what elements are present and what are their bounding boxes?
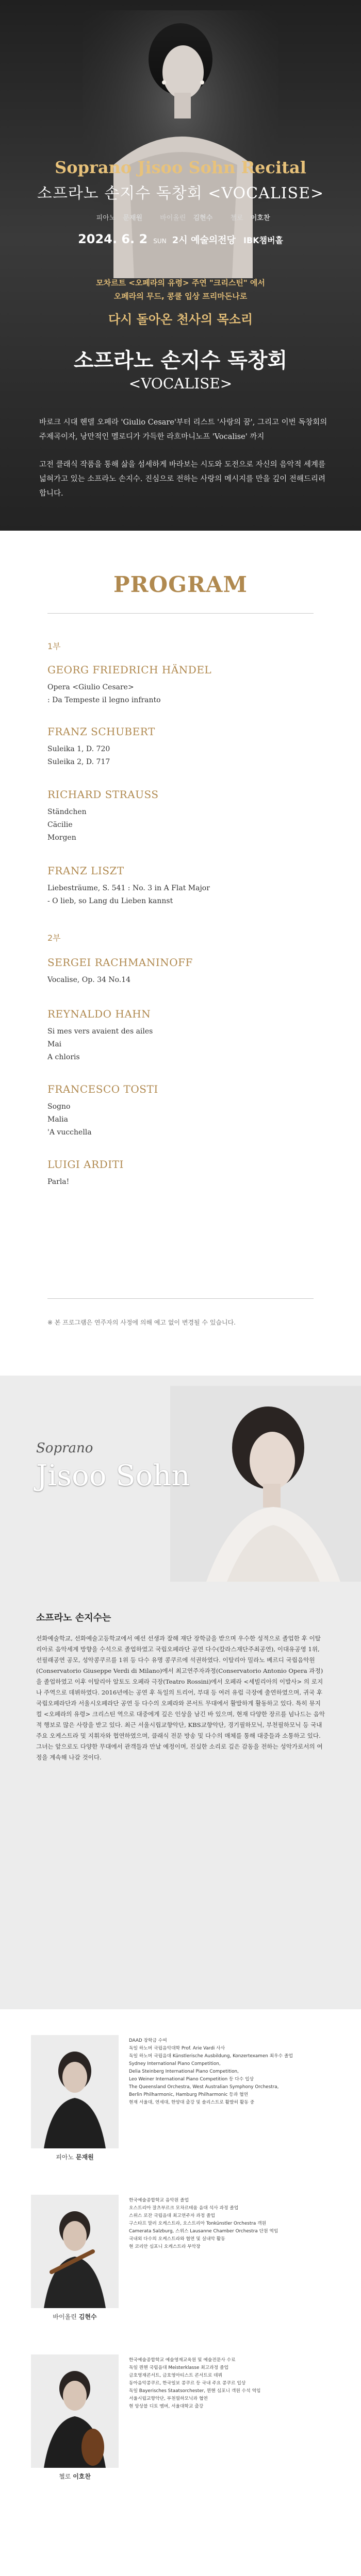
bio-line: 한국예술종합학교 음악원 졸업 <box>129 2198 189 2203</box>
performer-role: 바이올린 <box>160 214 186 222</box>
work-title: Opera <Giulio Cesare> <box>47 683 134 691</box>
voice-type-label: Soprano <box>36 1440 93 1456</box>
work-list <box>47 1025 153 1064</box>
recital-title-korean: 소프라노 손지수 독창회 <VOCALISE> <box>37 184 324 202</box>
collaborator-name: 문재원 <box>76 2154 94 2161</box>
composer-name: REYNALDO HAHN <box>47 1008 151 1020</box>
bio-line: 오스트리아 잘츠부르크 모차르테움 음대 석사 과정 졸업 <box>129 2206 239 2211</box>
work-title: Si mes vers avaient des ailes <box>47 1027 153 1036</box>
bio-line: The Queensland Orchestra, West Australian Symphony Orchestra, <box>129 2084 279 2090</box>
performer-role: 피아노 <box>96 214 116 222</box>
singer-name: Jisoo Sohn <box>36 1459 190 1493</box>
collaborator-violinist <box>31 2195 340 2334</box>
bio-line: Delia Steinberg International Piano Competition, <box>129 2069 239 2074</box>
composer-name: FRANZ LISZT <box>47 865 124 877</box>
collaborator-role: 바이올린 <box>53 2313 77 2320</box>
bio-line: 독일 하노버 국립음악대학 Prof. Arie Vardi 사사 <box>129 2046 225 2051</box>
bio-line: 금호영재콘서트, 금호영아티스트 콘서트로 데뷔 <box>129 2373 223 2378</box>
description-paragraph: 바로크 시대 헨델 오페라 'Giulio Cesare'부터 리스트 '사랑의 꿈', 그리고 이번 독창회의 주제곡이자, 낭만적인 멜로디가 가득한 라흐마니노프 'Vocalise' 까지 <box>39 418 327 441</box>
work-title: Morgen <box>47 834 76 842</box>
bio-line: 동아음악콩쿠르, 한국일보 콩쿠르 등 국내 주요 콩쿠르 입상 <box>129 2381 246 2386</box>
performer-name: 김현수 <box>193 214 213 222</box>
bio-line: 서울시립교향악단, 부천필하모닉과 협연 <box>129 2396 208 2401</box>
tagline-line-1: 모차르트 <오페라의 유령> 주연 "크리스틴" 에서 <box>96 278 265 287</box>
bio-line: 독일 Bayerisches Staatsorchester, 뮌헨 심포니 객원 수석 역임 <box>129 2388 261 2394</box>
recital-title-english: Soprano Jisoo Sohn Recital <box>55 158 306 177</box>
concert-time-venue: 2시 예술의전당 <box>172 235 236 246</box>
bio-line: Berlin Philharmonic, Hamburg Philharmonic 등과 협연 <box>129 2092 249 2097</box>
soprano-profile-photo <box>170 1386 361 1582</box>
collaborator-bio <box>129 2357 330 2411</box>
bio-line: 현 코리안 심포니 오케스트라 부악장 <box>129 2244 201 2249</box>
program-section <box>0 531 361 1376</box>
performer-name: 문재원 <box>123 214 143 222</box>
collaborators-section <box>0 2009 361 2576</box>
work-list <box>47 681 161 707</box>
bio-line: DAAD 장학금 수여 <box>129 2038 167 2043</box>
work-title: Sogno <box>47 1103 71 1111</box>
performer-piano <box>91 214 143 222</box>
bio-line: 스위스 로잔 국립음대 최고연주자 과정 졸업 <box>129 2213 215 2218</box>
bio-line: 독일 하노버 국립음대 Künstlerische Ausbildung, Konzertexamen 최우수 졸업 <box>129 2054 293 2059</box>
work-title: Malia <box>47 1115 68 1124</box>
work-title: Liebesträume, S. 541 : No. 3 in A Flat Major <box>47 884 210 892</box>
work-title: Ständchen <box>47 808 87 816</box>
bio-line: Sydney International Piano Competition, <box>129 2061 221 2066</box>
composer-name: RICHARD STRAUSS <box>47 788 159 801</box>
work-list <box>47 743 110 769</box>
composer-name: GEORG FRIEDRICH HÄNDEL <box>47 664 212 676</box>
collaborator-caption <box>31 2312 119 2321</box>
recital-description <box>39 415 328 514</box>
divider <box>47 1298 314 1299</box>
work-title: Suleika 1, D. 720 <box>47 745 110 753</box>
profile-heading: 소프라노 손지수는 <box>36 1613 111 1623</box>
work-title: : Da Tempeste il legno infranto <box>47 696 161 704</box>
work-title: A chloris <box>47 1053 80 1061</box>
bio-line: Camerata Salzburg, 스위스 Lausanne Chamber Orchestra 단원 역임 <box>129 2229 278 2234</box>
tagline-line-2: 오페라의 무드, 콩쿨 입상 프리마돈나로 <box>113 292 248 301</box>
collaborator-name: 이호찬 <box>73 2473 91 2480</box>
collaborator-caption <box>31 2472 119 2481</box>
collaborator-caption <box>31 2153 119 2161</box>
composer-name: LUIGI ARDITI <box>47 1158 124 1171</box>
collaborator-cellist <box>31 2354 340 2494</box>
venue-hall-name: IBK챔버홀 <box>243 235 283 245</box>
program-title: PROGRAM <box>113 572 248 597</box>
collaborator-role: 피아노 <box>56 2154 74 2161</box>
work-title: Parla! <box>47 1178 70 1186</box>
bio-line: 한국예술종합학교 예술영재교육원 및 예술전문사 수료 <box>129 2358 236 2363</box>
collaborator-name: 김현수 <box>78 2313 97 2320</box>
work-title: 'A vucchella <box>47 1128 92 1137</box>
bio-line: 현 앙상블 디토 멤버, 서울대학교 출강 <box>129 2404 204 2409</box>
performer-list <box>0 212 361 222</box>
divider <box>47 613 314 614</box>
bio-line: Leo Weiner International Piano Competition 등 다수 입상 <box>129 2077 254 2082</box>
part-1-label: 1부 <box>47 641 61 651</box>
description-paragraph: 고전 클래식 작품을 통해 삶을 섬세하게 바라보는 시도와 도전으로 자신의 음악적 세계를 넓혀가고 있는 소프라노 손지수. 진심으로 전하는 사랑의 메시지를 만을 깊이 전해드리려 합니다. <box>39 461 325 498</box>
work-title: Vocalise, Op. 34 No.14 <box>47 976 131 984</box>
soprano-profile <box>0 1376 361 2009</box>
part-2-label: 2부 <box>47 933 61 943</box>
concert-day-of-week: SUN <box>153 238 167 245</box>
composer-name: FRANCESCO TOSTI <box>47 1083 158 1095</box>
work-list <box>47 1176 69 1189</box>
concert-date-venue <box>0 232 361 246</box>
work-list <box>47 1100 92 1139</box>
tagline-headline: 다시 돌아온 천사의 목소리 <box>108 312 253 327</box>
collaborator-role: 첼로 <box>59 2473 71 2480</box>
bio-line: 독일 뮌헨 국립음대 Meisterklasse 최고과정 졸업 <box>129 2365 228 2370</box>
hero-poster <box>0 0 361 531</box>
work-title: Suleika 2, D. 717 <box>47 758 110 766</box>
cellist-photo <box>31 2354 119 2468</box>
work-list <box>47 974 130 987</box>
work-title: - O lieb, so Lang du Lieben kannst <box>47 897 173 905</box>
collaborator-pianist <box>31 2035 340 2174</box>
performer-name: 이호찬 <box>250 214 270 222</box>
collaborator-bio <box>129 2037 330 2107</box>
bio-line: 현재 서울대, 연세대, 한양대 출강 및 솔리스트로 활발히 활동 중 <box>129 2100 255 2105</box>
composer-name: FRANZ SCHUBERT <box>47 725 155 738</box>
work-title: Cäcilie <box>47 821 73 829</box>
concert-date: 2024. 6. 2 <box>78 232 148 246</box>
tagline <box>0 276 361 303</box>
profile-biography: 선화예술학교, 선화예술고등학교에서 예선 선생과 잘해 재단 장학금을 받으며 우수한 성적으로 졸업한 후 이탈리아로 음악세계 방향을 수석으로 졸업하였고 국립오페라단 공연 다수(칼라스재단주최공연), 이대유공영 1위, 선필래공연 공모, 성악콩쿠르를 1위 등 다수 유명 콩쿠르에 석권하였다. 이탈리아 밀라노 베르디 국립음악원(Conservatorio Giuseppe Verdi di Milano)에서 최고연주자과정(Conservatorio Antonio Opera 과정)을 졸업하였고 이후 이탈리아 알토도 오페라 극장(Teatro Rossini)에서 오페라 <세빌리아의 이발사> 의 로지나 주역으로 데뷔하였다. 2016년에는 공연 후 독일의 트리어, 부대 등 여러 유럽 극장에 출연하였으며, 귀국 후 국립오페라단과 서울시오페라단 공연 등 다수의 오페라와 콘서트 무대에서 활발하게 활동하고 있다. 특히 뮤지컬 <오페라의 유령> 크리스틴 역으로 대중에게 깊은 인상을 남긴 바 있으며, 현재 다양한 장르를 넘나드는 음악적 행보로 많은 사랑을 받고 있다. 최근 서울시립교향악단, KBS교향악단, 경기필하모닉, 부천필하모닉 등 국내 주요 오케스트라 및 지휘자와 협연하였으며, 클래식 전문 방송 및 다수의 매체를 통해 대중들과 소통하고 있다. 그녀는 앞으로도 다양한 무대에서 관객들과 만날 예정이며, 진실한 소리로 깊은 감동을 전하는 성악가로서의 여정을 계속해 나갈 것이다. <box>36 1635 325 1761</box>
violinist-photo <box>31 2195 119 2308</box>
work-list <box>47 806 87 844</box>
recital-subtitle: 소프라노 손지수 독창회 <box>73 349 288 372</box>
pianist-photo <box>31 2035 119 2148</box>
bio-line: 국내외 다수의 오케스트라와 협연 및 실내악 활동 <box>129 2236 225 2242</box>
work-list <box>47 882 210 908</box>
performer-cello <box>225 214 270 222</box>
collaborator-bio <box>129 2197 330 2251</box>
work-title: Mai <box>47 1040 62 1048</box>
performer-violin <box>155 214 212 222</box>
performer-role: 첼로 <box>230 214 243 222</box>
program-change-notice: ※ 본 프로그램은 연주자의 사정에 의해 예고 없이 변경될 수 있습니다. <box>47 1319 236 1326</box>
recital-theme: <VOCALISE> <box>128 375 233 392</box>
composer-name: SERGEI RACHMANINOFF <box>47 956 193 969</box>
bio-line: 구스타프 말러 오케스트라, 오스트리아 Tonkünstler Orchestra 객원 <box>129 2221 267 2226</box>
